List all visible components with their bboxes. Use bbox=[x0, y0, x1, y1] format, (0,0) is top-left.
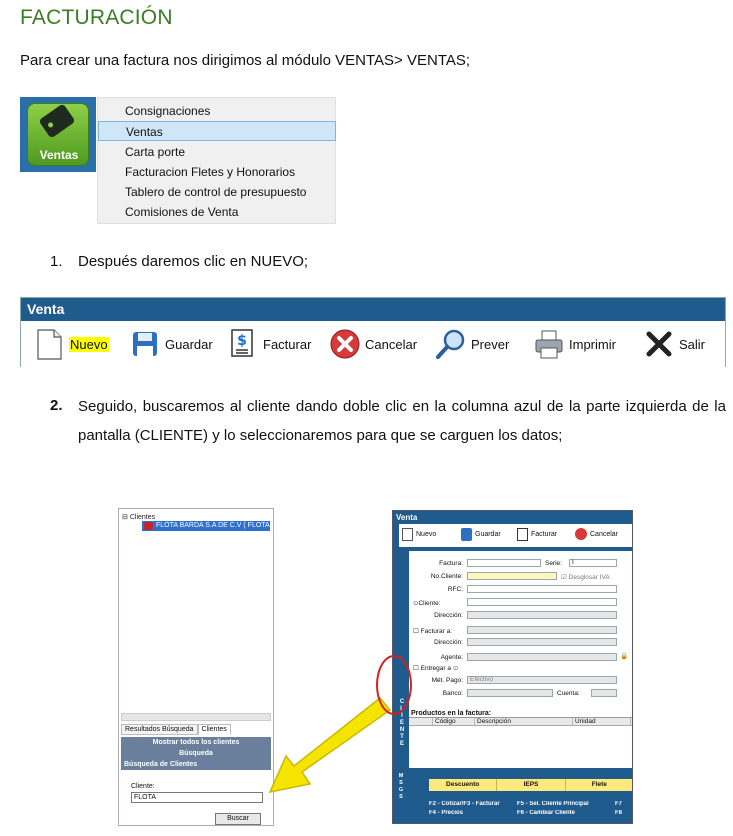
prever-button[interactable] bbox=[435, 327, 509, 361]
cancelar-button[interactable] bbox=[329, 327, 417, 361]
nuevo-button[interactable] bbox=[33, 327, 109, 361]
tree-node-client[interactable] bbox=[142, 521, 270, 531]
step-2-number: 2. bbox=[50, 397, 63, 414]
cliente-sidebar-label: C L I E N T E bbox=[399, 699, 405, 747]
rfc-label: RFC: bbox=[447, 586, 463, 593]
imprimir-label: Imprimir bbox=[569, 336, 616, 352]
client-icon bbox=[144, 522, 153, 530]
ventas-menu bbox=[97, 97, 336, 224]
col-codigo[interactable]: Código bbox=[433, 718, 475, 725]
desglosar-label: Desglosar IVA bbox=[568, 574, 610, 581]
horizontal-scrollbar[interactable] bbox=[121, 713, 271, 721]
venta-window-screenshot bbox=[392, 510, 633, 824]
printer-icon bbox=[533, 328, 565, 360]
salir-label: Salir bbox=[679, 336, 706, 352]
serie-label: Serie: bbox=[545, 560, 562, 567]
menu-item-carta-porte[interactable]: Carta porte bbox=[125, 145, 186, 159]
cliente-input[interactable] bbox=[467, 598, 617, 606]
ventas-menu-screenshot bbox=[20, 97, 336, 224]
floppy-disk-icon bbox=[129, 328, 161, 360]
menu-item-comisiones[interactable]: Comisiones de Venta bbox=[125, 205, 239, 219]
ventas-tag-icon bbox=[27, 103, 89, 166]
cliente-field-label: Cliente: bbox=[131, 783, 155, 790]
pointer-arrow-icon bbox=[262, 690, 392, 800]
intro-text: Para crear una factura nos dirigimos al módulo VENTAS> VENTAS; bbox=[20, 52, 471, 69]
toolbar-window-title: Venta bbox=[21, 298, 725, 321]
vw-cancelar-button[interactable]: Cancelar bbox=[575, 528, 618, 540]
banco-label: Banco: bbox=[442, 690, 463, 697]
agente-select[interactable] bbox=[467, 653, 617, 661]
svg-text:$: $ bbox=[237, 333, 247, 349]
factura-input[interactable] bbox=[467, 559, 541, 567]
buscar-button[interactable]: Buscar bbox=[215, 813, 261, 825]
tree-node-label: FLOTA BARDA S.A DE C.V ( FLOTA bbox=[156, 522, 270, 529]
venta-toolbar-screenshot bbox=[20, 297, 726, 367]
msgs-label: M S G S bbox=[398, 773, 404, 800]
ieps-header: IEPS bbox=[497, 779, 565, 791]
step-2-text: Seguido, buscaremos al cliente dando doble clic en la columna azul de la parte izquierda de la pantalla (CLIENTE) y lo seleccionaremos para que se carguen los datos; bbox=[78, 398, 726, 444]
facturar-a-field bbox=[413, 627, 452, 635]
imprimir-button[interactable] bbox=[533, 327, 616, 361]
document-icon bbox=[33, 328, 65, 360]
rfc-input[interactable] bbox=[467, 585, 617, 593]
banco-select[interactable] bbox=[467, 689, 553, 697]
shortcut-cotizar: F2 - Cotizar/F3 - Facturar bbox=[429, 801, 500, 807]
ventas-tile-label: Ventas bbox=[39, 148, 79, 162]
products-title: Productos en la factura: bbox=[409, 710, 633, 718]
step-1-number: 1. bbox=[50, 253, 63, 270]
tab-clientes[interactable]: Clientes bbox=[198, 724, 231, 735]
desglosar-checkbox[interactable] bbox=[561, 573, 610, 581]
busqueda-clientes-header: Búsqueda de Clientes bbox=[121, 759, 271, 770]
guardar-label: Guardar bbox=[165, 336, 213, 352]
totals-header bbox=[429, 779, 633, 791]
magnifier-icon bbox=[435, 328, 467, 360]
close-x-icon bbox=[643, 328, 675, 360]
menu-item-consignaciones[interactable]: Consignaciones bbox=[125, 104, 211, 118]
no-cliente-label: No.Cliente: bbox=[430, 573, 463, 580]
step-1-text: Después daremos clic en NUEVO; bbox=[78, 253, 309, 270]
lock-icon[interactable]: 🔒 bbox=[620, 653, 629, 660]
facturar-button[interactable] bbox=[227, 327, 311, 361]
salir-button[interactable] bbox=[643, 327, 705, 361]
tree-root-clientes[interactable]: ⊟ Clientes bbox=[122, 514, 156, 521]
cliente-search-input[interactable]: FLOTA bbox=[131, 792, 263, 803]
serie-select[interactable]: I bbox=[569, 559, 617, 567]
venta-form bbox=[409, 551, 633, 711]
factura-label: Factura: bbox=[439, 560, 463, 567]
direccion2-select[interactable] bbox=[467, 638, 617, 646]
descuento-header: Descuento bbox=[429, 779, 497, 791]
cliente-highlight-ellipse bbox=[376, 655, 412, 715]
tab-resultados[interactable]: Resultados Búsqueda bbox=[121, 724, 198, 735]
cancel-icon bbox=[575, 528, 587, 540]
venta-window-toolbar bbox=[399, 524, 633, 547]
cliente-label: Cliente: bbox=[418, 600, 441, 607]
col-descripcion[interactable]: Descripción bbox=[475, 718, 573, 725]
checkbox-icon[interactable]: ☐ bbox=[413, 665, 419, 672]
flete-header: Flete bbox=[566, 779, 633, 791]
shortcut-f8: F8 bbox=[615, 810, 623, 816]
menu-item-facturacion-fletes[interactable]: Facturacion Fletes y Honorarios bbox=[125, 165, 296, 179]
shortcut-cambiar-cliente: F6 - Cambiar Cliente bbox=[517, 810, 576, 816]
busqueda-group-header[interactable]: Búsqueda bbox=[121, 748, 271, 759]
col-unidad[interactable]: Unidad bbox=[573, 718, 631, 725]
dollar-document-icon bbox=[227, 328, 259, 360]
shortcut-precios: F4 - Precios bbox=[429, 810, 464, 816]
cancel-icon bbox=[329, 328, 361, 360]
shortcut-sel-cliente: F5 - Sel. Cliente Principal bbox=[517, 801, 589, 807]
direccion2-label: Dirección: bbox=[434, 639, 463, 646]
cliente-field bbox=[413, 599, 441, 607]
radio-icon[interactable]: ⊙ bbox=[413, 600, 419, 607]
direccion-label: Dirección: bbox=[434, 612, 463, 619]
checkbox-icon[interactable]: ☐ bbox=[413, 628, 419, 635]
met-pago-label: Mét. Pago: bbox=[431, 677, 463, 684]
facturar-a-select[interactable] bbox=[467, 626, 617, 634]
shortcut-legend bbox=[429, 801, 633, 819]
products-grid bbox=[409, 710, 633, 768]
entregar-a-label: Entregar a bbox=[420, 665, 451, 672]
floppy-disk-icon bbox=[461, 528, 472, 541]
document-icon bbox=[402, 528, 413, 541]
show-all-button[interactable]: Mostrar todos los clientes bbox=[121, 737, 271, 748]
agente-label: Agente: bbox=[440, 654, 463, 661]
menu-item-tablero-presupuesto[interactable]: Tablero de control de presupuesto bbox=[125, 185, 307, 199]
ventas-module-tile[interactable] bbox=[20, 97, 96, 172]
entregar-a-field bbox=[413, 664, 458, 672]
guardar-button[interactable] bbox=[129, 327, 213, 361]
cuenta-input[interactable] bbox=[591, 689, 617, 697]
direccion-select[interactable] bbox=[467, 611, 617, 619]
facturar-a-label: Facturar a: bbox=[420, 628, 453, 635]
client-search-screenshot bbox=[118, 508, 274, 826]
vw-guardar-button[interactable]: Guardar bbox=[461, 528, 501, 541]
no-cliente-input[interactable] bbox=[467, 572, 557, 580]
client-tabs bbox=[121, 724, 231, 735]
venta-window-title: Venta bbox=[396, 513, 418, 522]
vw-facturar-button[interactable]: Facturar bbox=[517, 528, 557, 541]
radio-icon[interactable]: ⊙ bbox=[452, 665, 459, 672]
menu-item-ventas[interactable]: Ventas bbox=[98, 121, 336, 141]
cuenta-label: Cuenta: bbox=[557, 690, 580, 697]
vw-nuevo-button[interactable]: Nuevo bbox=[402, 528, 436, 541]
cancelar-label: Cancelar bbox=[365, 336, 418, 352]
check-icon: ☑ bbox=[561, 574, 567, 581]
shortcut-f7: F7 bbox=[615, 801, 623, 807]
met-pago-select[interactable]: Efectivo bbox=[467, 676, 617, 684]
products-columns bbox=[409, 718, 633, 726]
page-title: FACTURACIÓN bbox=[20, 6, 173, 29]
nuevo-label: Nuevo bbox=[70, 336, 108, 352]
dollar-document-icon bbox=[517, 528, 528, 541]
facturar-label: Facturar bbox=[263, 336, 312, 352]
prever-label: Prever bbox=[471, 336, 510, 352]
